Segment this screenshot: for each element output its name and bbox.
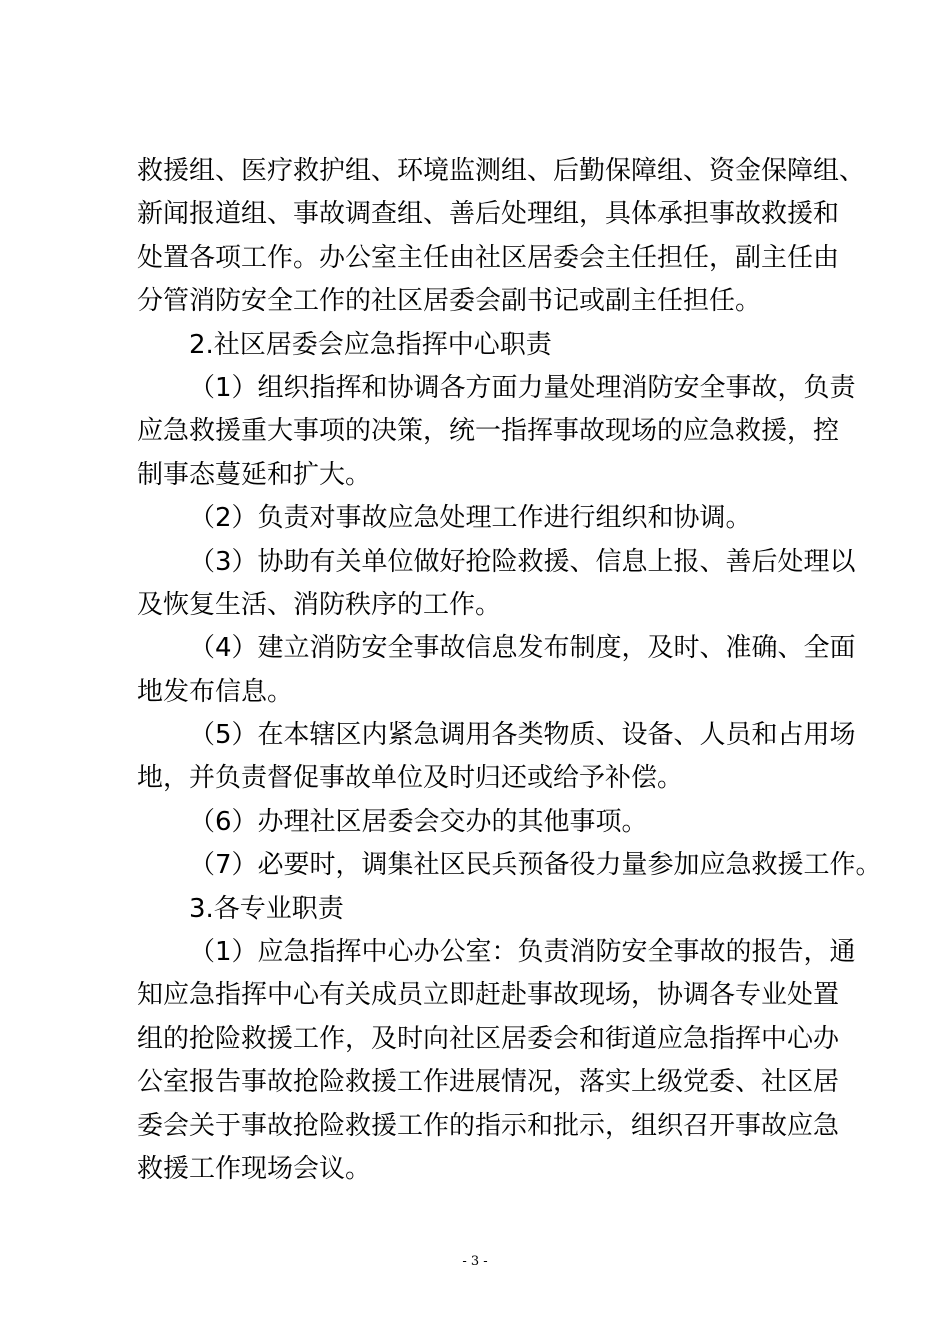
text-line: 2.社区居委会应急指挥中心职责 xyxy=(189,329,552,360)
text-line: （6）办理社区居委会交办的其他事项。 xyxy=(189,806,648,837)
text-line: 地，并负责督促事故单位及时归还或给予补偿。 xyxy=(137,763,684,794)
text-line: 分管消防安全工作的社区居委会副书记或副主任担任。 xyxy=(137,286,762,317)
text-line: （5）在本辖区内紧急调用各类物质、设备、人员和占用场 xyxy=(189,720,856,751)
document-body xyxy=(137,150,882,1191)
text-line: （3）协助有关单位做好抢险救援、信息上报、善后处理以 xyxy=(189,546,856,577)
text-line: 组的抢险救援工作，及时向社区居委会和街道应急指挥中心办 xyxy=(137,1023,840,1054)
text-line: 地发布信息。 xyxy=(137,676,294,707)
text-line: 公室报告事故抢险救援工作进展情况，落实上级党委、社区居 xyxy=(137,1067,840,1098)
text-line: 及恢复生活、消防秩序的工作。 xyxy=(137,589,502,620)
text-line: 知应急指挥中心有关成员立即赶赴事故现场，协调各专业处置 xyxy=(137,980,840,1011)
text-line: （2）负责对事故应急处理工作进行组织和协调。 xyxy=(189,503,752,534)
text-line: 新闻报道组、事故调查组、善后处理组，具体承担事故救援和 xyxy=(137,199,840,230)
text-line: 制事态蔓延和扩大。 xyxy=(137,459,372,490)
text-line: （1）组织指挥和协调各方面力量处理消防安全事故，负责 xyxy=(189,372,856,403)
text-line: 委会关于事故抢险救援工作的指示和批示，组织召开事故应急 xyxy=(137,1110,840,1141)
text-line: 处置各项工作。办公室主任由社区居委会主任担任，副主任由 xyxy=(137,242,840,273)
text-line: 应急救援重大事项的决策，统一指挥事故现场的应急救援，控 xyxy=(137,416,840,447)
text-line: （1）应急指挥中心办公室：负责消防安全事故的报告，通 xyxy=(189,937,856,968)
text-line: 3.各专业职责 xyxy=(189,893,344,924)
text-line: （4）建立消防安全事故信息发布制度，及时、准确、全面 xyxy=(189,633,856,664)
text-line: 救援工作现场会议。 xyxy=(137,1153,372,1184)
text-line: （7）必要时，调集社区民兵预备役力量参加应急救援工作。 xyxy=(189,850,882,881)
text-line: 救援组、医疗救护组、环境监测组、后勤保障组、资金保障组、 xyxy=(137,156,866,186)
page-number: - 3 - xyxy=(462,1254,488,1269)
